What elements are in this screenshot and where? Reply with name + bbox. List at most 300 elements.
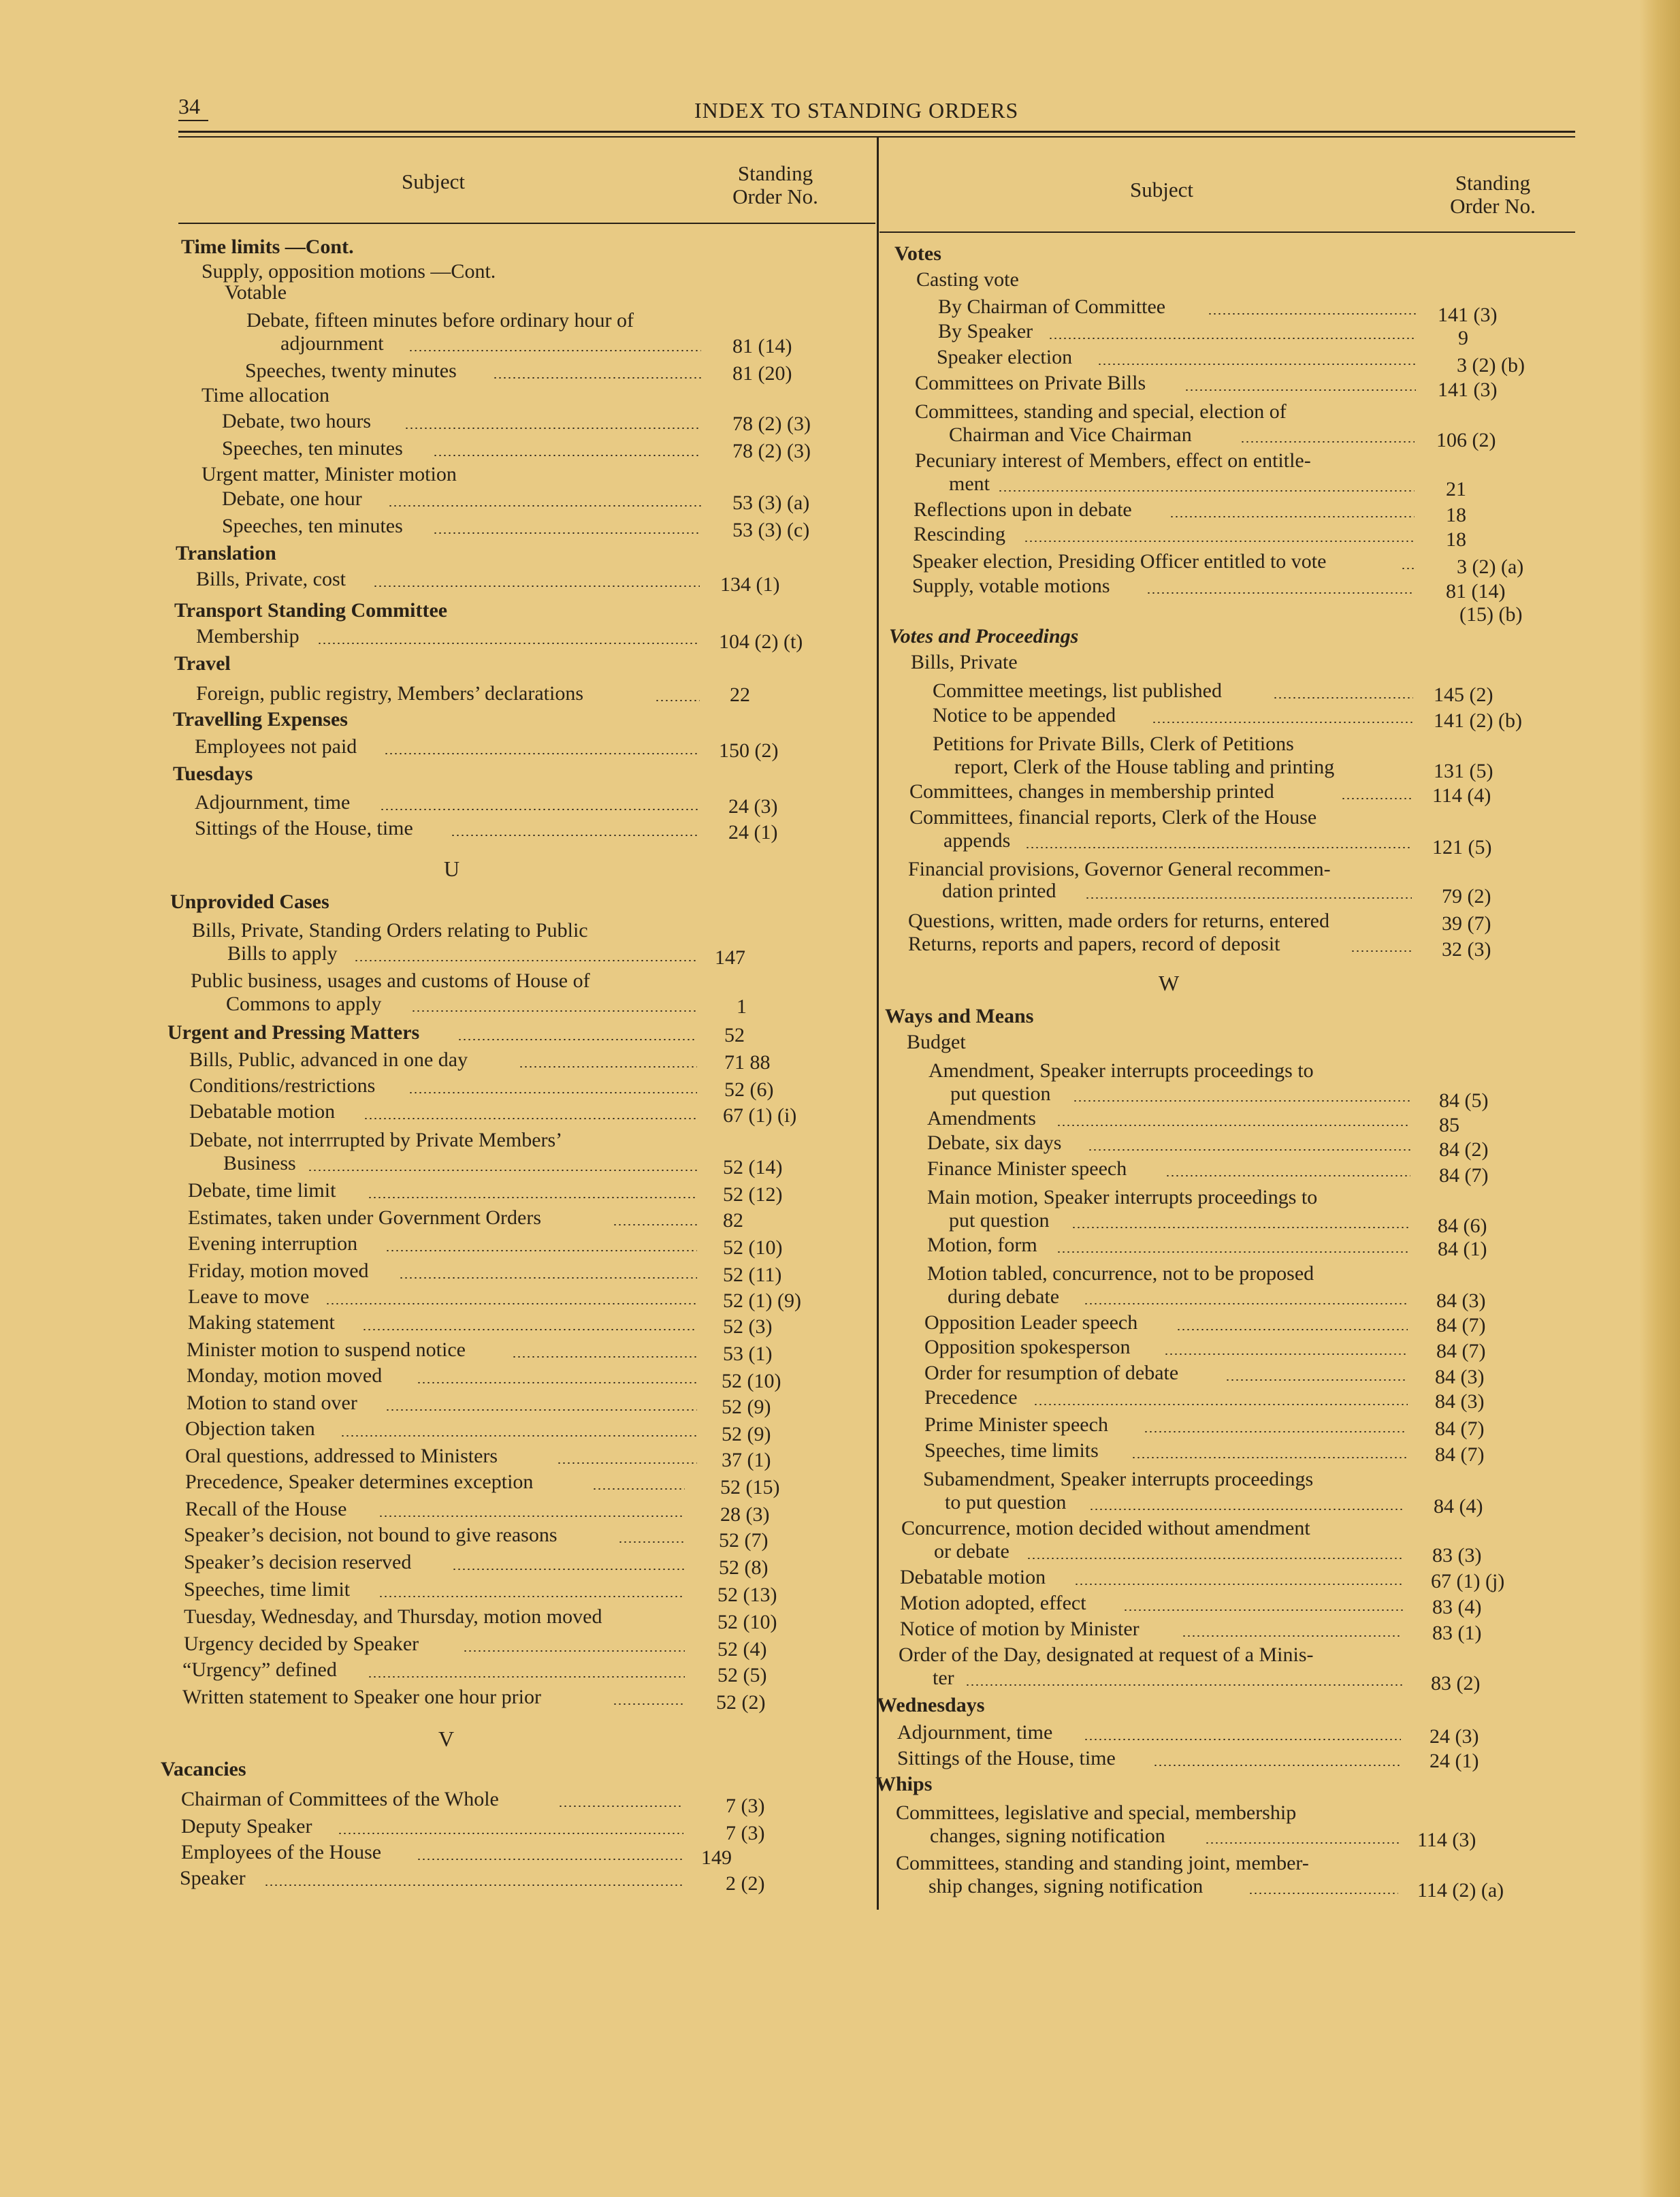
index-entry: Adjournment, time [897,1721,1053,1744]
index-entry: dation printed [942,880,1056,902]
order-number: 24 (3) [728,795,778,818]
dot-leader [388,505,701,507]
index-entry: Evening interruption [188,1232,358,1255]
index-heading: Votes [894,242,941,265]
dot-leader [1153,1765,1401,1766]
order-number: 83 (3) [1432,1544,1482,1567]
section-letter: W [1159,971,1180,995]
index-entry: Notice to be appended [933,704,1116,726]
index-entry: Order of the Day, designated at request of a Minis- [899,1643,1314,1666]
index-entry: Bills, Private, cost [196,568,346,590]
dot-leader [340,1435,697,1437]
dot-leader [411,1010,697,1012]
dot-leader [1123,1609,1404,1611]
index-entry: Employees of the House [181,1841,382,1863]
dot-leader [512,1356,697,1358]
order-number: 114 (3) [1417,1829,1476,1851]
index-entry: Concurrence, motion decided without amendment [901,1517,1310,1539]
order-number: 39 (7) [1442,912,1491,935]
index-entry: Prime Minister speech [924,1413,1108,1436]
dot-leader [1033,1404,1408,1405]
order-number: 141 (3) [1438,304,1498,326]
index-entry: Budget [907,1031,966,1053]
index-entry: Supply, opposition motions —Cont. [201,260,496,283]
index-entry: Debate, six days [927,1132,1062,1154]
order-number: 37 (1) [722,1449,771,1471]
dot-leader [1184,389,1416,391]
dot-leader [404,428,701,429]
header-line: Standing [1455,171,1531,195]
order-number: 52 (13) [717,1584,777,1606]
index-entry: Speaker’s decision reserved [184,1551,412,1573]
order-number: 83 (4) [1432,1596,1482,1618]
index-entry: Bills, Public, advanced in one day [189,1048,468,1071]
index-entry: Returns, reports and papers, record of deposit [908,933,1280,955]
order-number: 24 (1) [1429,1750,1479,1772]
index-entry: Committees, financial reports, Clerk of the House [909,806,1317,829]
index-entry: changes, signing notification [930,1825,1165,1847]
index-entry: Debatable motion [189,1100,336,1123]
index-entry: Sittings of the House, time [195,817,413,839]
order-number: 52 (4) [717,1638,767,1661]
dot-leader [998,490,1415,492]
dot-leader [399,1277,697,1279]
order-number: 53 (3) (a) [732,492,810,514]
dot-leader [1248,1893,1398,1894]
dot-leader [1208,313,1416,315]
index-entry: Membership [196,625,300,647]
index-entry: Debate, not interrrupted by Private Members’ [189,1129,563,1151]
order-number: 9 [1458,327,1468,349]
order-number: 114 (4) [1432,784,1491,807]
index-entry: Reflections upon in debate [914,498,1132,521]
dot-leader [1205,1842,1400,1844]
index-entry: Friday, motion moved [188,1260,369,1282]
index-entry: Recall of the House [185,1498,347,1520]
index-entry: Notice of motion by Minister [900,1618,1140,1640]
dot-leader [1097,364,1416,365]
index-entry: Oral questions, addressed to Ministers [185,1445,498,1467]
index-entry: Debate, one hour [222,487,362,510]
order-number: 84 (3) [1436,1289,1486,1312]
dot-leader [592,1488,685,1490]
dot-leader [1144,1431,1406,1432]
index-entry: ment [949,472,990,495]
dot-leader [1341,798,1412,799]
order-number: 83 (1) [1432,1622,1482,1644]
index-entry: Order for resumption of debate [924,1362,1179,1384]
index-entry: Estimates, taken under Government Orders [188,1206,542,1229]
dot-leader [1146,592,1415,594]
order-number: 18 [1446,528,1466,551]
order-number: 52 (12) [723,1183,783,1206]
dot-leader [1131,1457,1406,1458]
dot-leader [1085,897,1412,899]
index-entry: Rescinding [914,523,1005,545]
order-number: 83 (2) [1431,1672,1481,1695]
order-number: 52 [724,1024,745,1046]
dot-leader [373,586,700,587]
index-entry: Petitions for Private Bills, Clerk of Petitions [933,733,1294,755]
section-letter: V [438,1727,455,1751]
dot-leader [1176,1329,1408,1330]
order-number: 84 (7) [1435,1417,1485,1440]
index-entry: Speaker election [937,346,1073,368]
dot-leader [1240,441,1415,443]
order-number: 53 (1) [723,1343,773,1365]
index-entry: Questions, written, made orders for returns, entered [908,910,1329,932]
index-entry: Debate, fifteen minutes before ordinary hour of [246,309,634,332]
order-number: 52 (9) [722,1423,771,1445]
index-entry: appends [943,829,1011,852]
index-heading: Unprovided Cases [170,891,329,913]
index-entry: Time allocation [201,384,330,406]
order-number: 149 [701,1846,732,1869]
dot-leader [408,1092,697,1093]
index-entry: Monday, motion moved [187,1364,383,1387]
dot-leader [1073,1100,1410,1102]
order-number: 84 (2) [1439,1138,1489,1161]
dot-leader [1071,1227,1409,1228]
order-number: 114 (2) (a) [1417,1879,1504,1902]
dot-leader [354,960,698,961]
index-heading: Votes and Proceedings [889,625,1079,647]
page-number: 34 [178,94,200,118]
index-entry: Tuesday, Wednesday, and Thursday, motion moved [184,1605,602,1628]
dot-leader [317,643,700,644]
index-heading: Ways and Means [885,1005,1034,1027]
index-entry: Objection taken [185,1417,315,1440]
order-number: 85 [1439,1114,1459,1136]
index-entry: put question [950,1083,1051,1105]
dot-leader [1169,516,1415,517]
section-letter: U [444,856,460,881]
index-entry: Committee meetings, list published [933,679,1222,702]
index-entry: Votable [225,281,287,304]
index-entry: Debate, two hours [222,410,372,432]
right-standing-order-header [1442,172,1544,218]
dot-leader [385,1250,697,1251]
order-number: 84 (7) [1436,1314,1486,1336]
order-number: 32 (3) [1442,938,1491,961]
dot-leader [433,455,701,456]
dot-leader [457,1039,697,1040]
index-entry: Finance Minister speech [927,1157,1127,1180]
running-head: INDEX TO STANDING ORDERS [694,98,1019,123]
dot-leader [1225,1379,1408,1381]
index-entry: Opposition Leader speech [924,1311,1138,1334]
dot-leader [965,1684,1402,1686]
index-entry: Debate, time limit [188,1179,336,1202]
order-number: 22 [730,684,750,706]
index-entry: Written statement to Speaker one hour prior [182,1686,541,1708]
index-entry: Financial provisions, Governor General recommen- [908,858,1331,880]
order-number: 52 (1) (9) [723,1289,801,1312]
dot-leader [1074,1584,1404,1585]
order-number: 52 (15) [720,1476,780,1498]
dot-leader [1088,1149,1410,1151]
left-standing-order-header [724,162,826,208]
index-entry: Motion adopted, effect [900,1592,1086,1614]
index-entry: Chairman of Committees of the Whole [181,1788,499,1810]
dot-leader [338,1833,683,1834]
index-entry: Bills, Private, Standing Orders relating to Public [192,919,588,942]
order-number: 150 (2) [719,739,779,762]
order-number: 2 (2) [726,1872,765,1895]
order-number: 131 (5) [1434,760,1493,782]
index-entry: Motion tabled, concurrence, not to be proposed [927,1262,1314,1285]
index-entry: Precedence [924,1386,1018,1409]
index-entry: By Speaker [938,320,1033,342]
dot-leader [380,809,698,810]
index-entry: Sittings of the House, time [897,1747,1116,1769]
index-heading [181,236,354,259]
dot-leader [433,532,701,534]
order-number: 67 (1) (j) [1431,1570,1505,1592]
index-entry: Public business, usages and customs of House of [191,969,590,992]
order-number: 141 (3) [1438,379,1498,401]
order-number: 52 (8) [719,1556,769,1579]
order-number: 147 [715,946,745,969]
order-number: 52 (10) [723,1236,783,1259]
index-entry: Speeches, time limits [924,1439,1099,1462]
index-entry: Speeches, time limit [184,1578,351,1601]
order-number: 7 (3) [726,1822,765,1844]
index-heading: Travel [174,652,231,675]
dot-leader [493,377,701,379]
order-number: 78 (2) (3) [732,413,811,435]
index-entry: Business [223,1152,296,1174]
column-header-rule [879,231,1575,233]
dot-leader [368,1197,697,1198]
order-number: 84 (7) [1436,1340,1486,1362]
index-entry: or debate [934,1540,1009,1562]
index-entry: Motion, form [927,1234,1037,1256]
dot-leader [519,1066,697,1068]
index-entry: Committees, standing and special, election of [915,400,1287,423]
index-heading: Whips [875,1773,933,1795]
header-line: Order No. [1450,194,1536,218]
index-entry: adjournment [280,332,384,355]
index-entry: Urgency decided by Speaker [184,1633,419,1655]
index-entry: By Chairman of Committee [938,295,1166,318]
order-number: 21 [1446,478,1466,500]
dot-leader [362,1329,697,1330]
order-number: 81 (14) [1446,580,1506,603]
dot-leader [378,1596,685,1597]
order-number: 24 (1) [728,821,778,844]
dot-leader [385,1409,697,1411]
dot-leader [1048,338,1416,339]
dot-leader [463,1650,685,1652]
index-entry: Supply, votable motions [912,575,1110,597]
order-number: 3 (2) (b) [1457,354,1525,376]
index-entry: Speaker election, Presiding Officer entitled to vote [912,550,1327,573]
index-entry: Main motion, Speaker interrupts proceedings to [927,1186,1318,1208]
index-entry: Committees, legislative and special, membership [896,1801,1297,1824]
dot-leader [613,1703,685,1705]
order-number: 52 (2) [716,1691,766,1714]
order-number: 67 (1) (i) [723,1104,797,1127]
order-number: 84 (3) [1435,1390,1485,1413]
index-entry: Speeches, twenty minutes [245,359,457,382]
order-number: 1 [737,995,747,1018]
index-entry: Committees, changes in membership printed [909,780,1274,803]
order-number: 81 (20) [732,362,792,385]
index-entry: Amendments [927,1107,1036,1129]
index-entry: Committees, standing and standing joint, member- [896,1852,1309,1874]
index-entry: Speaker [180,1867,246,1889]
dot-leader [264,1885,683,1886]
index-entry: put question [949,1209,1050,1232]
order-number: 24 (3) [1429,1725,1479,1748]
order-number: 52 (6) [724,1078,774,1101]
index-entry: during debate [948,1285,1060,1308]
index-heading: Travelling Expenses [173,708,348,731]
order-number: 52 (10) [722,1370,781,1392]
index-entry: Leave to move [188,1285,310,1308]
header-line: Standing [737,161,813,185]
dot-leader [1027,1558,1404,1559]
dot-leader [1084,1303,1409,1304]
index-entry: Commons to apply [226,993,382,1015]
order-number: 52 (5) [717,1664,767,1686]
dot-leader [1089,1509,1405,1510]
order-number: 106 (2) [1436,429,1496,451]
order-number: 145 (2) [1434,684,1493,706]
order-number: 52 (10) [717,1611,777,1633]
dot-leader [1025,847,1412,848]
order-number: 52 (14) [723,1156,783,1178]
order-number: 71 88 [724,1051,771,1074]
order-number: 84 (7) [1435,1443,1485,1466]
order-number: 84 (7) [1439,1164,1489,1187]
dot-leader [417,1859,683,1860]
order-number: 81 (14) [732,335,792,357]
dot-leader [1056,1251,1409,1253]
order-number: 84 (3) [1435,1366,1485,1388]
index-heading: Tuesdays [173,763,253,785]
dot-leader [1024,541,1415,542]
dot-leader [408,350,701,351]
index-entry: Precedence, Speaker determines exception [185,1471,534,1493]
index-entry: Speeches, ten minutes [222,437,403,460]
index-entry: to put question [945,1491,1067,1513]
dot-leader [1351,950,1412,952]
order-number: 84 (1) [1438,1238,1487,1260]
order-number: (15) (b) [1459,603,1523,626]
index-entry: Casting vote [916,268,1019,291]
order-number: 52 (11) [723,1264,782,1286]
dot-leader [1273,697,1413,699]
index-entry: Deputy Speaker [181,1815,312,1838]
order-number: 52 (9) [722,1396,771,1418]
index-entry: Committees on Private Bills [915,372,1146,394]
dot-leader [613,1224,697,1225]
order-number: 52 (3) [723,1315,773,1338]
index-heading: Transport Standing Committee [174,599,448,622]
order-number: 79 (2) [1442,885,1491,908]
index-entry: Motion to stand over [187,1392,357,1414]
order-number: 78 (2) (3) [732,440,811,462]
order-number: 28 (3) [720,1503,770,1526]
order-number: 84 (5) [1439,1089,1489,1112]
dot-leader [364,1118,697,1119]
dot-leader [557,1462,697,1464]
index-entry: Subamendment, Speaker interrupts proceedings [923,1468,1314,1490]
index-entry: Amendment, Speaker interrupts proceedings to [928,1059,1314,1082]
right-subject-header: Subject [1130,178,1193,202]
dot-leader [1084,1739,1401,1740]
index-entry: report, Clerk of the House tabling and printing [954,756,1335,778]
dot-leader [452,1569,685,1570]
index-entry: Chairman and Vice Chairman [949,423,1192,446]
dot-leader [384,753,700,754]
order-number: 18 [1446,504,1466,526]
index-entry: Making statement [188,1311,335,1334]
left-subject-header: Subject [402,170,465,193]
dot-leader [451,835,698,836]
dot-leader [417,1382,697,1383]
index-entry: Urgent matter, Minister motion [201,463,457,485]
index-heading: Translation [176,542,276,564]
index-entry: ter [933,1667,954,1689]
dot-leader [378,1516,685,1517]
dot-leader [618,1541,685,1543]
dot-leader [308,1170,697,1171]
dot-leader [368,1676,685,1678]
index-entry: Adjournment, time [195,791,351,814]
index-entry: Foreign, public registry, Members’ declarations [196,682,584,705]
dot-leader [1165,1175,1410,1176]
dot-leader [1164,1353,1408,1355]
index-entry: Minister motion to suspend notice [187,1338,466,1361]
index-entry: Employees not paid [195,735,357,758]
order-number: 84 (6) [1438,1215,1487,1237]
index-heading: Wednesdays [877,1694,985,1716]
header-rule [178,131,1575,133]
dot-leader [1056,1125,1410,1126]
dot-leader [1401,568,1415,569]
index-entry: Speeches, ten minutes [222,515,403,537]
order-number: 121 (5) [1432,836,1492,859]
column-header-rule [178,223,875,224]
dot-leader [1152,722,1413,723]
index-entry: Opposition spokesperson [924,1336,1131,1358]
index-heading: Vacancies [161,1758,246,1780]
order-number: 3 (2) (a) [1457,556,1524,578]
index-entry: Speaker’s decision, not bound to give reasons [184,1524,558,1546]
index-entry: Debatable motion [900,1566,1046,1588]
index-heading: Urgent and Pressing Matters [167,1021,420,1044]
dot-leader [558,1806,683,1807]
dot-leader [655,700,700,701]
order-number: 134 (1) [720,573,780,596]
page-number-underline [178,120,208,121]
dot-leader [325,1303,697,1304]
order-number: 52 (7) [719,1529,769,1552]
order-number: 53 (3) (c) [732,519,810,541]
index-entry: Bills to apply [227,942,338,965]
index-entry: Pecuniary interest of Members, effect on entitle- [915,449,1311,472]
heading-text: Time limits —Cont. [181,236,354,258]
header-line: Order No. [732,185,818,208]
column-divider [877,136,879,1910]
page-edge [1639,0,1680,2197]
order-number: 82 [723,1209,743,1232]
order-number: 84 (4) [1434,1495,1483,1518]
order-number: 7 (3) [726,1795,765,1817]
